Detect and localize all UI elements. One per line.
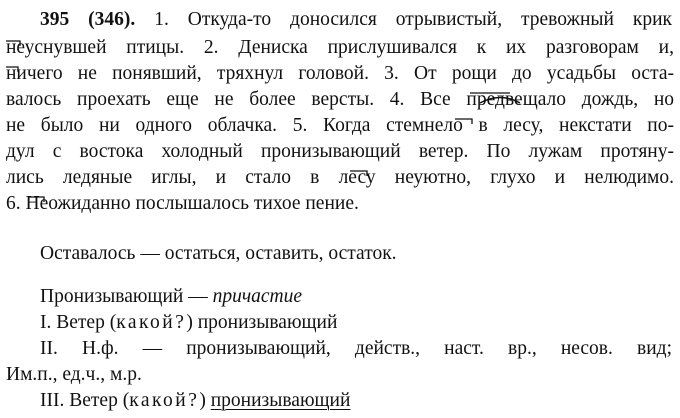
analysis-step-1: [40, 311, 680, 335]
exercise-text-line-1: 1. Откуда-то доносился отрывистый, тревожный крик: [154, 9, 672, 30]
exercise-text-line-2: неуснувшей птицы. 2. Дениска прислушивался к их разговорам и,: [6, 37, 674, 58]
word-forms-line: Оставалось — остаться, оставить, остаток.: [40, 243, 397, 264]
step-1-suffix: ) пронизывающий: [186, 312, 338, 333]
exercise-text-line-4: валось проехать еще не более версты. 4. Все предвещало дождь, но: [6, 89, 674, 110]
step-1-prefix: I. Ветер (: [40, 312, 117, 333]
exercise-number: 395 (346).: [40, 9, 136, 30]
exercise-text-line-5: не было ни одного облачка. 5. Когда стемнело в лесу, некстати по-: [6, 115, 674, 136]
step-3-suffix: ): [199, 390, 211, 411]
step-3-prefix: III. Ветер (: [40, 390, 130, 411]
analysis-step-2-line-1: II. Н.ф. — пронизывающий, действ., наст. вр., несов. вид;: [40, 338, 672, 359]
exercise-text-line-3: ничего не понявший, тряхнул головой. 3. От рощи до усадьбы оста-: [6, 63, 674, 84]
exercise-text-line-8: 6. Неожиданно послышалось тихое пение.: [6, 193, 359, 214]
exercise-line-1: [40, 8, 672, 32]
analysis-step-2-line-2: Им.п., ед.ч., м.р.: [6, 364, 142, 385]
underlined-participle: пронизывающий: [210, 390, 351, 411]
participle-heading-word: Пронизывающий —: [40, 286, 213, 307]
step-3-question: какой?: [129, 390, 200, 411]
participle-heading-term: причастие: [212, 286, 303, 307]
exercise-text-line-7: лись ледяные иглы, и стало в лесу неуютно, глухо и нелюдимо.: [6, 167, 674, 188]
step-1-question: какой?: [116, 312, 187, 333]
exercise-text-line-6: дул с востока холодный пронизывающий ветер. По лужам протяну-: [6, 141, 674, 162]
participle-heading: [40, 285, 680, 309]
analysis-step-3: [40, 389, 680, 413]
